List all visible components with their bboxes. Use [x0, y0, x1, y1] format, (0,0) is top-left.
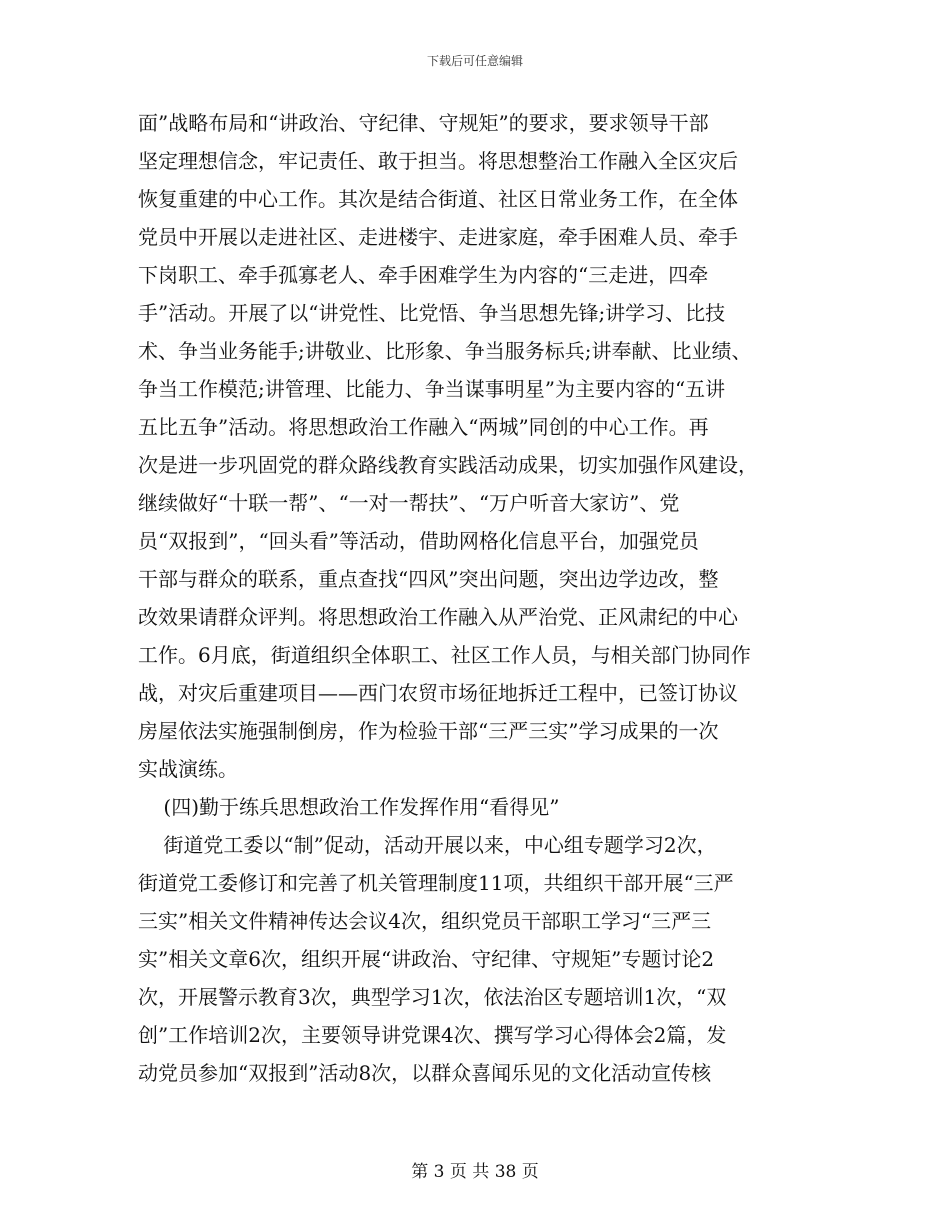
- text-line: 下岗职工、牵手孤寡老人、牵手困难学生为内容的“三走进，四牵: [138, 263, 709, 287]
- text-line: 干部与群众的联系，重点查找“四风”突出问题，突出边学边改，整: [138, 567, 719, 591]
- text-line: 工作。6月底，街道组织全体职工、社区工作人员，与相关部门协同作: [138, 643, 751, 667]
- page-footer: 第 3 页 共 38 页: [411, 1162, 539, 1182]
- text-line: 街道党工委以“制”促动，活动开展以来，中心组专题学习2次，: [138, 833, 717, 857]
- text-line: 改效果请群众评判。将思想政治工作融入从严治党、正风肃纪的中心: [138, 605, 738, 629]
- text-line: 次是进一步巩固党的群众路线教育实践活动成果，切实加强作风建设，: [138, 453, 758, 477]
- text-line: 动党员参加“双报到”活动8次，以群众喜闻乐见的文化活动宣传核: [138, 1061, 712, 1085]
- text-line: 手”活动。开展了以“讲党性、比党悟、争当思想先锋;讲学习、比技: [138, 301, 726, 325]
- text-line: 党员中开展以走进社区、走进楼宇、走进家庭，牵手困难人员、牵手: [138, 225, 738, 249]
- text-line: 创”工作培训2次，主要领导讲党课4次、撰写学习心得体会2篇，发: [138, 1023, 727, 1047]
- text-line: 术、争当业务能手;讲敬业、比形象、争当服务标兵;讲奉献、比业绩、: [138, 339, 752, 363]
- text-line: 继续做好“十联一帮”、“一对一帮扶”、“万户听音大家访”、党: [138, 491, 680, 515]
- text-line: 街道党工委修订和完善了机关管理制度11项，共组织干部开展“三严: [138, 871, 734, 895]
- text-line: 实”相关文章6次，组织开展“讲政治、守纪律、守规矩”专题讨论2: [138, 947, 715, 971]
- text-line: 面”战略布局和“讲政治、守纪律、守规矩”的要求，要求领导干部: [138, 111, 709, 135]
- section-heading: (四)勤于练兵思想政治工作发挥作用“看得见”: [138, 795, 560, 819]
- text-line: 次，开展警示教育3次，典型学习1次，依法治区专题培训1次，“双: [138, 985, 727, 1009]
- text-line: 五比五争”活动。将思想政治工作融入“两城”同创的中心工作。再: [138, 415, 709, 439]
- text-line: 三实”相关文件精神传达会议4次，组织党员干部职工学习“三严三: [138, 909, 712, 933]
- text-line: 员“双报到”，“回头看”等活动，借助网格化信息平台，加强党员: [138, 529, 699, 553]
- text-line: 房屋依法实施强制倒房，作为检验干部“三严三实”学习成果的一次: [138, 719, 719, 743]
- text-line: 恢复重建的中心工作。其次是结合街道、社区日常业务工作，在全体: [138, 187, 738, 211]
- page-header: 下载后可任意编辑: [426, 54, 523, 68]
- text-line: 战，对灾后重建项目——西门农贸市场征地拆迁工程中，已签订协议: [138, 681, 738, 705]
- text-line: 争当工作模范;讲管理、比能力、争当谋事明星”为主要内容的“五讲: [138, 377, 726, 401]
- text-line: 实战演练。: [138, 757, 238, 781]
- text-line: 坚定理想信念，牢记责任、敢于担当。将思想整治工作融入全区灾后: [138, 149, 738, 173]
